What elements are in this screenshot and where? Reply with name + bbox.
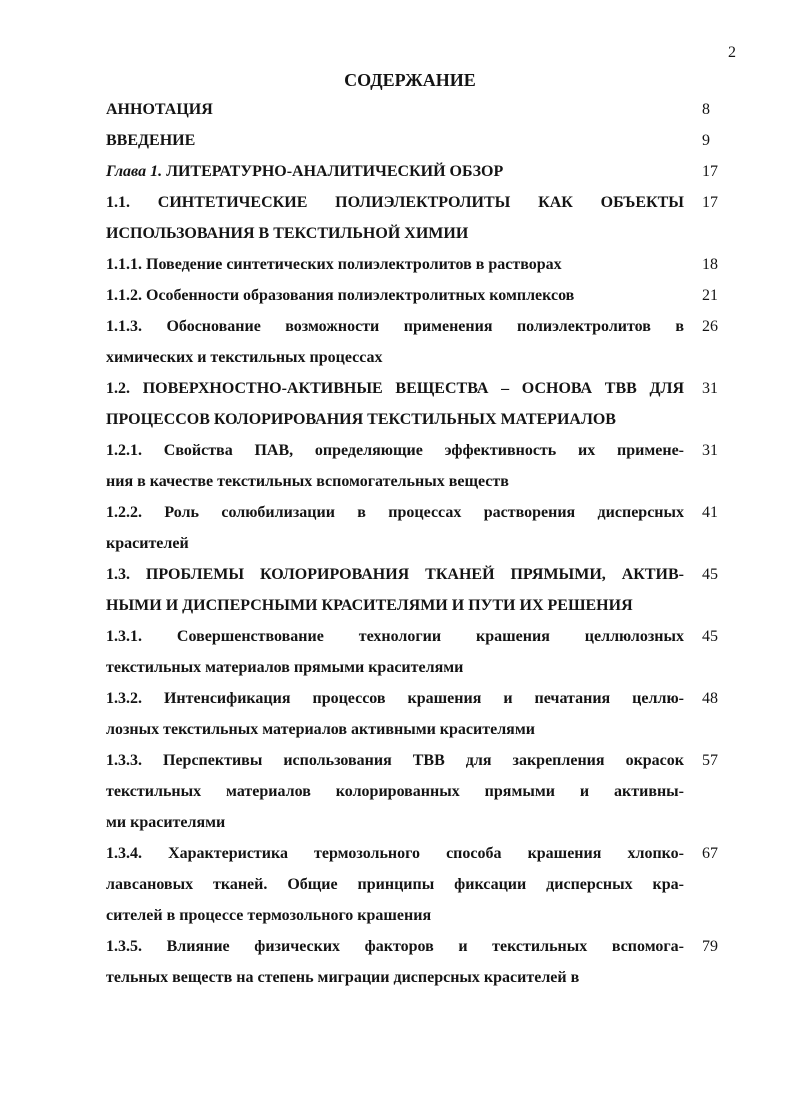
toc-entry bbox=[106, 559, 722, 621]
toc-entry-line-text: 1.3.3. Перспективы использования ТВВ для закрепления окрасок bbox=[106, 752, 684, 769]
toc-entry-line-text: АННОТАЦИЯ bbox=[106, 101, 213, 118]
toc-entry-line bbox=[106, 807, 684, 838]
toc-entry-line bbox=[106, 404, 684, 435]
toc-entry-text bbox=[106, 621, 684, 683]
toc-entry-line bbox=[106, 342, 684, 373]
toc-entry-line-text: ми красителями bbox=[106, 814, 226, 831]
toc-page-number-cell bbox=[684, 435, 722, 466]
toc-entry-line bbox=[106, 714, 684, 745]
toc-page-number: 17 bbox=[702, 194, 718, 211]
toc-entry bbox=[106, 156, 722, 187]
toc-entry-line-text: ВВЕДЕНИЕ bbox=[106, 132, 196, 149]
toc-page-number: 26 bbox=[702, 318, 718, 335]
toc-entry-line-text: 1.3.2. Интенсификация процессов крашения и печатания целлю- bbox=[106, 690, 684, 707]
toc-entry-line bbox=[106, 621, 684, 652]
toc-entry-line-text: 1.1.3. Обоснование возможности применения полиэлектролитов в bbox=[106, 318, 684, 335]
toc-entry-line-text: 1.1.1. Поведение синтетических полиэлектролитов в растворах bbox=[106, 256, 562, 273]
toc-entry-line bbox=[106, 838, 684, 869]
toc-page-number-cell bbox=[684, 125, 722, 156]
toc-entry-line-text: текстильных материалов колорированных прямыми и активны- bbox=[106, 783, 684, 800]
toc-entry-line bbox=[106, 187, 684, 218]
toc-entry-line-text: 1.2.1. Свойства ПАВ, определяющие эффективность их примене- bbox=[106, 442, 684, 459]
toc-entry-line bbox=[106, 466, 684, 497]
toc-entry bbox=[106, 125, 722, 156]
toc-entry-text bbox=[106, 559, 684, 621]
chapter-prefix: Глава 1. bbox=[106, 163, 163, 180]
toc-page-number: 41 bbox=[702, 504, 718, 521]
toc-page-number-cell bbox=[684, 497, 722, 528]
toc-entry-line bbox=[106, 435, 684, 466]
toc-entry-line-text: тельных веществ на степень миграции дисперсных красителей в bbox=[106, 969, 580, 986]
toc-entry bbox=[106, 683, 722, 745]
toc-page-number-cell bbox=[684, 249, 722, 280]
toc-page-number: 9 bbox=[702, 132, 710, 149]
toc-entry-text bbox=[106, 280, 684, 311]
toc-entry-line bbox=[106, 218, 684, 249]
toc-entry-line-text: лозных текстильных материалов активными красителями bbox=[106, 721, 535, 738]
toc-entry-line bbox=[106, 745, 684, 776]
toc-page-number-cell bbox=[684, 311, 722, 342]
toc-entry-line bbox=[106, 869, 684, 900]
toc-page-number-cell bbox=[684, 621, 722, 652]
toc-page-number-cell bbox=[684, 931, 722, 962]
toc-entry-line-text: текстильных материалов прямыми красителями bbox=[106, 659, 464, 676]
toc-page-number: 79 bbox=[702, 938, 718, 955]
toc-entry-line bbox=[106, 249, 684, 280]
toc-entry bbox=[106, 187, 722, 249]
toc-page-number: 31 bbox=[702, 380, 718, 397]
toc-page-number: 17 bbox=[702, 163, 718, 180]
toc-entry-line bbox=[106, 590, 684, 621]
toc-entry-line bbox=[106, 373, 684, 404]
toc-page-number: 21 bbox=[702, 287, 718, 304]
toc-entry-text bbox=[106, 94, 684, 125]
toc-entry-line bbox=[106, 559, 684, 590]
toc-entry-line-text: ИСПОЛЬЗОВАНИЯ В ТЕКСТИЛЬНОЙ ХИМИИ bbox=[106, 225, 469, 242]
toc-entry-line-text: 1.2. ПОВЕРХНОСТНО-АКТИВНЫЕ ВЕЩЕСТВА – ОСНОВА ТВВ ДЛЯ bbox=[106, 380, 684, 397]
toc-entry bbox=[106, 311, 722, 373]
toc-entry-text bbox=[106, 125, 684, 156]
toc-entry-line bbox=[106, 652, 684, 683]
toc-page-number-cell bbox=[684, 156, 722, 187]
toc-entry bbox=[106, 931, 722, 993]
toc-entry-text bbox=[106, 249, 684, 280]
toc-entry bbox=[106, 621, 722, 683]
toc-entry-line-text: 1.1. СИНТЕТИЧЕСКИЕ ПОЛИЭЛЕКТРОЛИТЫ КАК ОБЪЕКТЫ bbox=[106, 194, 684, 211]
toc-entry-line bbox=[106, 94, 684, 125]
toc-entry-line-text: химических и текстильных процессах bbox=[106, 349, 383, 366]
toc-entry-line-text: 1.3. ПРОБЛЕМЫ КОЛОРИРОВАНИЯ ТКАНЕЙ ПРЯМЫМИ, АКТИВ- bbox=[106, 566, 684, 583]
toc-page-number-cell bbox=[684, 94, 722, 125]
toc-entry-text bbox=[106, 497, 684, 559]
table-of-contents bbox=[106, 94, 722, 993]
toc-entry-line bbox=[106, 280, 684, 311]
toc-entry-line-text: ПРОЦЕССОВ КОЛОРИРОВАНИЯ ТЕКСТИЛЬНЫХ МАТЕРИАЛОВ bbox=[106, 411, 616, 428]
toc-entry-line-text: ния в качестве текстильных вспомогательных веществ bbox=[106, 473, 509, 490]
toc-page-number-cell bbox=[684, 280, 722, 311]
toc-entry-line bbox=[106, 931, 684, 962]
toc-entry-line-text: 1.1.2. Особенности образования полиэлектролитных комплексов bbox=[106, 287, 575, 304]
toc-page-number-cell bbox=[684, 559, 722, 590]
toc-entry-line-text: НЫМИ И ДИСПЕРСНЫМИ КРАСИТЕЛЯМИ И ПУТИ ИХ РЕШЕНИЯ bbox=[106, 597, 633, 614]
toc-entry-line bbox=[106, 683, 684, 714]
toc-entry-line-text: лавсановых тканей. Общие принципы фиксации дисперсных кра- bbox=[106, 876, 684, 893]
toc-entry-text bbox=[106, 745, 684, 838]
toc-page-number: 45 bbox=[702, 566, 718, 583]
toc-entry-line-text: 1.3.4. Характеристика термозольного способа крашения хлопко- bbox=[106, 845, 684, 862]
toc-entry-line bbox=[106, 156, 684, 187]
toc-entry-text bbox=[106, 373, 684, 435]
toc-entry-text bbox=[106, 683, 684, 745]
toc-entry-text bbox=[106, 931, 684, 993]
toc-entry-text bbox=[106, 435, 684, 497]
toc-entry-line-text: 1.3.1. Совершенствование технологии крашения целлюлозных bbox=[106, 628, 684, 645]
toc-entry-text bbox=[106, 838, 684, 931]
toc-page-number-cell bbox=[684, 745, 722, 776]
toc-page-number: 67 bbox=[702, 845, 718, 862]
toc-entry bbox=[106, 280, 722, 311]
toc-entry-line bbox=[106, 497, 684, 528]
toc-page-number: 48 bbox=[702, 690, 718, 707]
toc-entry-line bbox=[106, 125, 684, 156]
page-number: 2 bbox=[728, 44, 736, 61]
toc-page-number-cell bbox=[684, 838, 722, 869]
toc-page-number-cell bbox=[684, 683, 722, 714]
toc-entry-text bbox=[106, 311, 684, 373]
toc-page-number: 31 bbox=[702, 442, 718, 459]
toc-entry-line bbox=[106, 528, 684, 559]
toc-entry bbox=[106, 497, 722, 559]
toc-entry bbox=[106, 745, 722, 838]
toc-entry bbox=[106, 838, 722, 931]
toc-entry-line-text: красителей bbox=[106, 535, 189, 552]
toc-entry-text bbox=[106, 187, 684, 249]
toc-page-number-cell bbox=[684, 187, 722, 218]
toc-entry-text bbox=[106, 156, 684, 187]
toc-entry-line bbox=[106, 776, 684, 807]
toc-entry-line-text: 1.2.2. Роль солюбилизации в процессах растворения дисперсных bbox=[106, 504, 684, 521]
toc-entry bbox=[106, 94, 722, 125]
toc-page-number: 8 bbox=[702, 101, 710, 118]
toc-entry bbox=[106, 249, 722, 280]
toc-page-number: 57 bbox=[702, 752, 718, 769]
toc-entry-line-text: ЛИТЕРАТУРНО-АНАЛИТИЧЕСКИЙ ОБЗОР bbox=[162, 163, 504, 180]
toc-entry bbox=[106, 373, 722, 435]
toc-entry-line bbox=[106, 962, 684, 993]
toc-entry-line-text: 1.3.5. Влияние физических факторов и текстильных вспомога- bbox=[106, 938, 684, 955]
page-title: СОДЕРЖАНИЕ bbox=[344, 70, 476, 90]
toc-entry bbox=[106, 435, 722, 497]
toc-entry-line-text: сителей в процессе термозольного крашения bbox=[106, 907, 432, 924]
toc-entry-line bbox=[106, 311, 684, 342]
toc-entry-line bbox=[106, 900, 684, 931]
toc-page-number-cell bbox=[684, 373, 722, 404]
toc-page-number: 18 bbox=[702, 256, 718, 273]
toc-page-number: 45 bbox=[702, 628, 718, 645]
